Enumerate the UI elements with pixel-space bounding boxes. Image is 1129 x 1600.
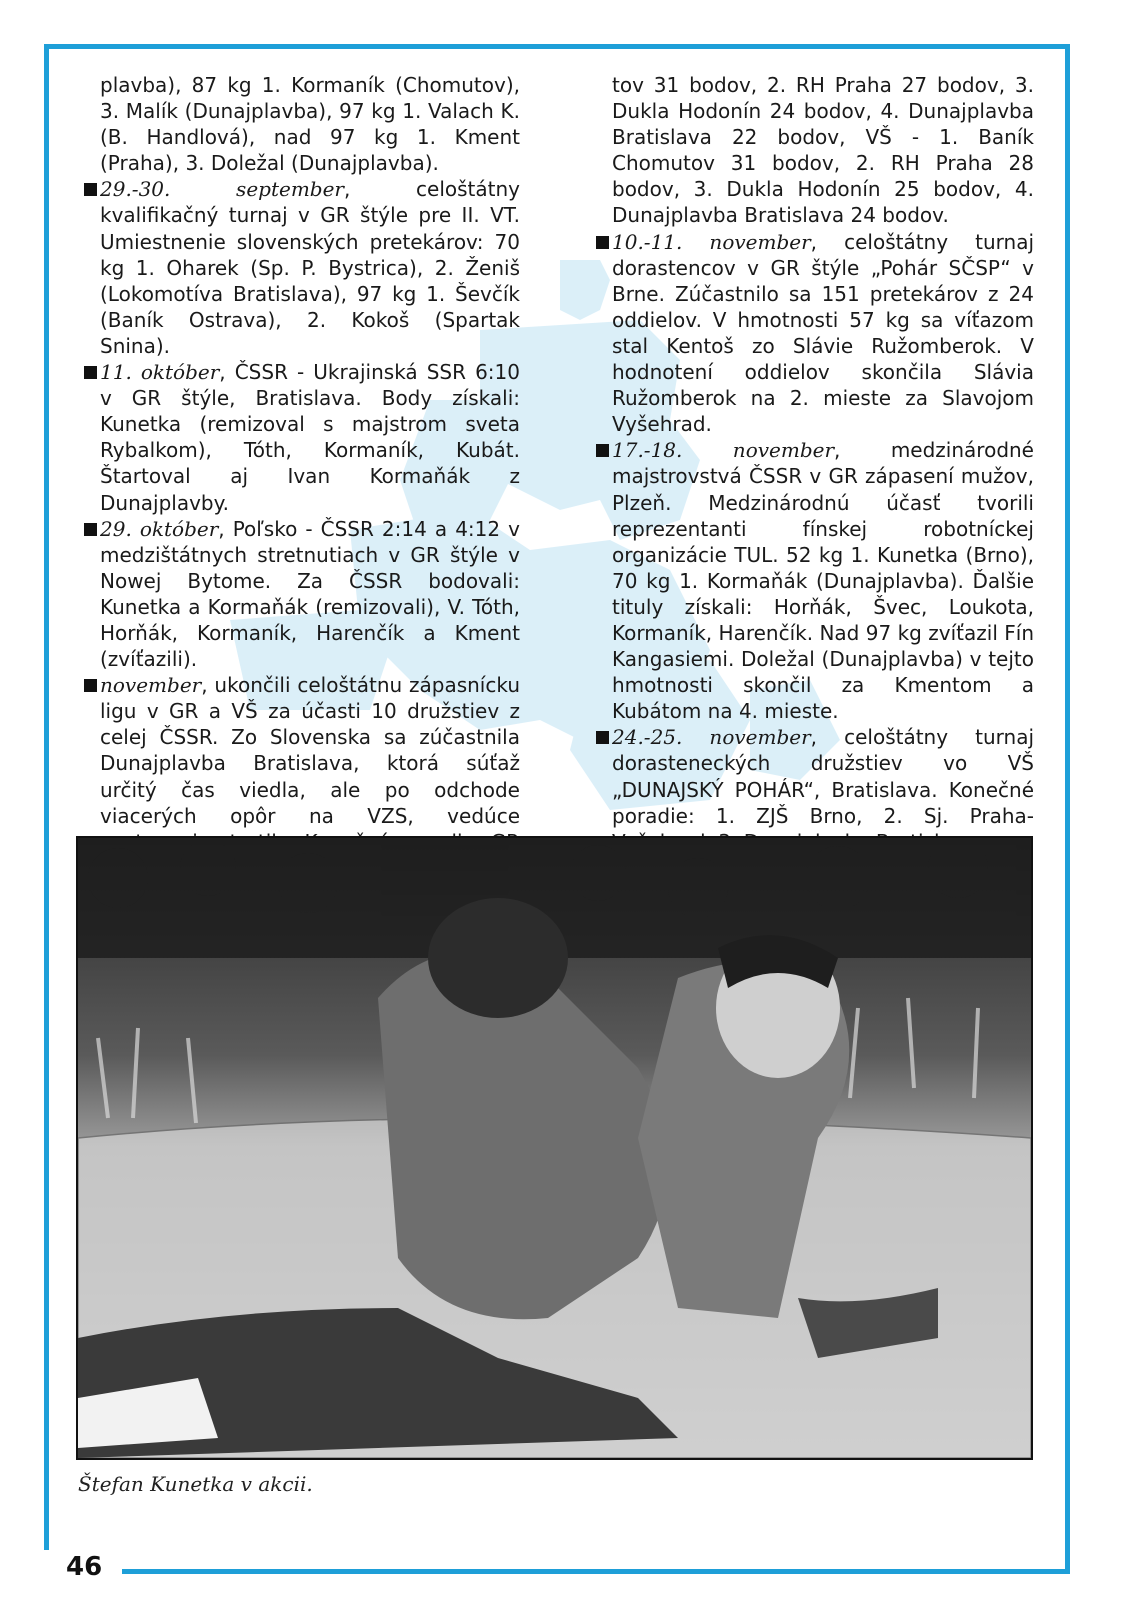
entry-text: , celoštátny kvalifikačný turnaj v GR štýle pre II. VT. Umiestnenie slovenských pretekárov: 70 kg 1. Oharek (Sp. P. Bystrica), 2. Ženiš (Lokomotíva Bratislava), 97 kg 1. Ševčík (Baník Ostrava), 2. Kokoš (Spartak Snina). bbox=[100, 177, 520, 358]
square-bullet-icon bbox=[84, 366, 97, 379]
entry-date: 29.-30. september bbox=[100, 177, 344, 202]
square-bullet-icon bbox=[596, 444, 609, 457]
entry-text: , celoštátny turnaj dorastencov v GR štýle „Pohár SČSP“ v Brne. Zúčastnilo sa 151 pretekárov z 24 oddielov. V hmotnosti 57 kg sa víťazom stal Kentoš zo Slávie Ružomberok. V hodnotení oddielov skončila Slávia Ružomberok na 2. mieste za Slavojom Vyšehrad. bbox=[612, 229, 1035, 437]
entry-text: , ČSSR - Ukrajinská SSR 6:10 v GR štýle, Bratislava. Body získali: Kunetka (remizoval s majstrom sveta Rybalkom), Tóth, Kormaník, Kubát. Štartoval aj Ivan Kormaňák z Dunajplavby. bbox=[100, 360, 520, 515]
entry-text: , ukončili celoštátnu zápasnícku ligu v GR a VŠ za účasti 10 družstiev z celej ČSSR. Zo Slovenska sa zúčastnila Dunajplavba Bratislava, ktorá súťaž určitý čas viedla, ale po odchode viacerých opôr na VZS, vedúce bbox=[100, 673, 520, 828]
left-continuation-text: plavba), 87 kg 1. Kormaník (Chomutov), 3. Malík (Dunajplavba), 97 kg 1. Valach K. (B. Handlová), nad 97 kg 1. Kment (Praha), 3. Doležal (Dunajplavba). bbox=[100, 73, 520, 176]
entry-text: , medzinárodné majstrovstvá ČSSR v GR zápasení mužov, Plzeň. Medzinárodnú účasť tvorili reprezentanti fínskej robotníckej organizácie TUL. 52 kg 1. Kunetka (Brno), 70 kg 1. Kormaňák (Dunajplavba). Ďalšie tituly získali: Horňák, Švec, Loukota, Kormaník, Harenčík. Nad 97 kg zvíťazil Fín Kangasiemi. Doležal (Dunajplavba) v tejto hmotnosti skončil za Kmentom a Kubátom na 4. mieste. bbox=[612, 438, 1034, 724]
square-bullet-icon bbox=[84, 523, 97, 536]
list-item bbox=[596, 229, 1034, 438]
list-item bbox=[596, 437, 1034, 724]
wrestling-photo-illustration bbox=[78, 838, 1031, 1458]
page-number: 46 bbox=[66, 1552, 103, 1582]
wrestling-photo bbox=[76, 836, 1033, 1460]
entry-date: november bbox=[100, 673, 202, 698]
entry-date: 29. október bbox=[100, 516, 219, 541]
entry-date: 11. október bbox=[100, 360, 220, 385]
entry-date: 24.-25. november bbox=[612, 725, 811, 750]
photo-caption: Štefan Kunetka v akcii. bbox=[78, 1472, 313, 1496]
right-column bbox=[596, 72, 1034, 855]
list-item bbox=[84, 359, 520, 516]
square-bullet-icon bbox=[84, 183, 97, 196]
entry-text: , Poľsko - ČSSR 2:14 a 4:12 v medzištátnych stretnutiach v GR štýle v Nowej Bytome. Za ČSSR bodovali: Kunetka a Kormaňák (remizovali), V. Tóth, Horňák, Kormaník, Harenčík a Kment (zvíťazili). bbox=[100, 516, 520, 672]
entry-date: 10.-11. november bbox=[612, 229, 811, 254]
square-bullet-icon bbox=[596, 236, 609, 249]
square-bullet-icon bbox=[596, 731, 609, 744]
entry-text: , celoštátny turnaj dorasteneckých družstiev vo VŠ „DUNAJSKÝ POHÁR“, Bratislava. Konečné poradie: 1. ZJŠ Brno, 2. Sj. Praha- bbox=[612, 725, 1035, 828]
list-item bbox=[84, 176, 520, 359]
square-bullet-icon bbox=[84, 679, 97, 692]
left-column bbox=[84, 72, 520, 881]
entry-date: 17.-18. november bbox=[612, 438, 835, 463]
list-item bbox=[84, 516, 520, 673]
right-continuation-text: tov 31 bodov, 2. RH Praha 27 bodov, 3. Dukla Hodonín 24 bodov, 4. Dunajplavba Bratislava 22 bodov, VŠ - 1. Baník Chomutov 31 bodov, 2. RH Praha 28 bodov, 3. Dukla Hodonín 25 bodov, 4. Dunajplavba Bratislava 24 bodov. bbox=[612, 73, 1034, 228]
